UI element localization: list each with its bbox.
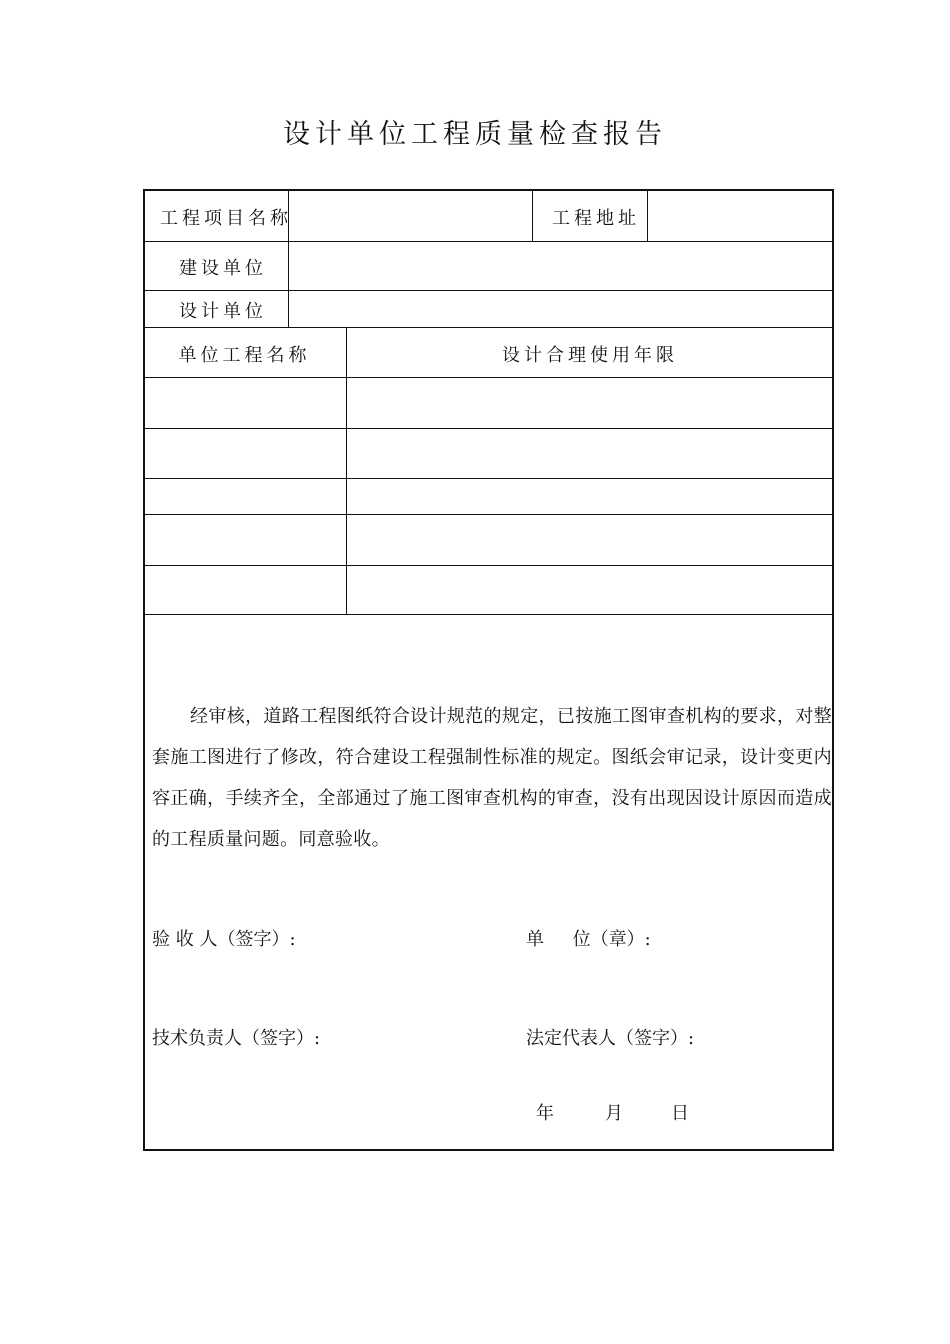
design-unit-field[interactable]	[292, 293, 830, 325]
row-divider	[143, 290, 834, 291]
row-divider	[143, 428, 834, 429]
row-divider	[143, 514, 834, 515]
row-divider	[143, 614, 834, 615]
legal-rep-signature-label: 法定代表人（签字）:	[526, 1028, 695, 1049]
report-title: 设计单位工程质量检查报告	[283, 119, 667, 150]
unit-project-name-header: 单位工程名称	[178, 345, 311, 366]
unit-project-name-cell[interactable]	[147, 380, 343, 426]
unit-project-name-cell[interactable]	[147, 431, 343, 476]
inspection-form	[143, 189, 834, 1151]
service-life-cell[interactable]	[350, 431, 830, 476]
tech-lead-signature-label: 技术负责人（签字）:	[152, 1028, 321, 1049]
date-month: 月	[605, 1103, 623, 1124]
review-opinion-text: 经审核，道路工程图纸符合设计规范的规定，已按施工图审查机构的要求，对整套施工图进行了修改，符合建设工程强制性标准的规定。图纸会审记录，设计变更内容正确，手续齐全，全部通过了施工图审查机构的审查，没有出现因设计原因而造成的工程质量问题。同意验收。	[152, 706, 832, 850]
service-life-cell[interactable]	[350, 380, 830, 426]
design-unit-label: 设计单位	[179, 301, 267, 322]
construction-unit-field[interactable]	[292, 244, 830, 288]
service-life-cell[interactable]	[350, 517, 830, 563]
row-divider	[143, 478, 834, 479]
unit-project-name-cell[interactable]	[147, 568, 343, 612]
acceptor-signature-label: 验 收 人（签字）:	[152, 929, 296, 950]
row-divider	[143, 327, 834, 328]
design-service-life-header: 设计合理使用年限	[502, 345, 678, 366]
service-life-cell[interactable]	[350, 481, 830, 512]
row-divider	[143, 377, 834, 378]
service-life-cell[interactable]	[350, 568, 830, 612]
project-name-field[interactable]	[292, 193, 528, 239]
date-year: 年	[536, 1103, 554, 1124]
review-opinion	[152, 696, 832, 860]
project-name-label: 工程项目名称	[160, 208, 292, 229]
construction-unit-label: 建设单位	[179, 258, 267, 279]
unit-seal-label: 单 位（章）:	[526, 929, 651, 950]
row-divider	[143, 565, 834, 566]
date-day: 日	[671, 1103, 689, 1124]
project-address-field[interactable]	[651, 193, 829, 239]
unit-project-name-cell[interactable]	[147, 481, 343, 512]
column-divider	[346, 327, 347, 614]
column-divider	[532, 189, 533, 241]
unit-project-name-cell[interactable]	[147, 517, 343, 563]
project-address-label: 工程地址	[552, 208, 640, 229]
row-divider	[143, 241, 834, 242]
column-divider	[647, 189, 648, 241]
